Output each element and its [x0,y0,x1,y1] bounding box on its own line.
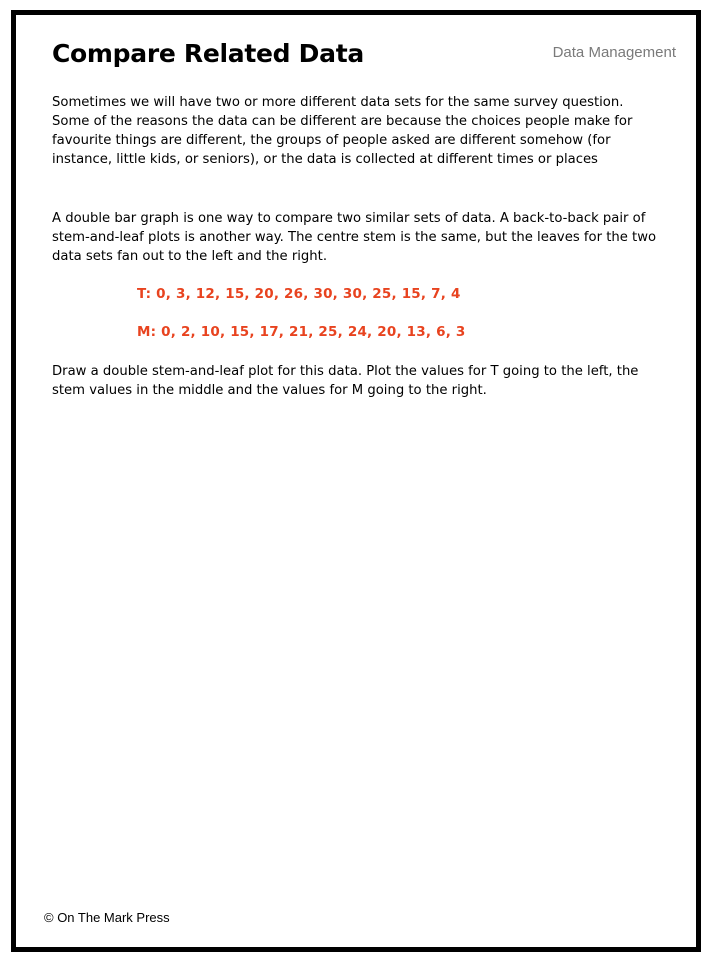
data-set-t: T: 0, 3, 12, 15, 20, 26, 30, 30, 25, 15, 7, 4 [137,286,461,302]
copyright-footer: © On The Mark Press [44,910,170,925]
intro-paragraph: Sometimes we will have two or more different data sets for the same survey question. Some of the reasons the data can be different are because the choices people make for favourite things are different, the groups of people asked are different somehow (for instance, little kids, or seniors), or the data is collected at different times or places [52,95,633,167]
page-title: Compare Related Data [52,39,364,68]
subject-label: Data Management [552,44,676,61]
data-set-m: M: 0, 2, 10, 15, 17, 21, 25, 24, 20, 13, 6, 3 [137,324,466,340]
explanation-paragraph: A double bar graph is one way to compare two similar sets of data. A back-to-back pair of stem-and-leaf plots is another way. The centre stem is the same, but the leaves for the two data sets fan out to the left and the right. [52,211,657,264]
page-frame [11,10,701,952]
instruction-paragraph: Draw a double stem-and-leaf plot for this data. Plot the values for T going to the left, the stem values in the middle and the values for M going to the right. [52,364,639,398]
